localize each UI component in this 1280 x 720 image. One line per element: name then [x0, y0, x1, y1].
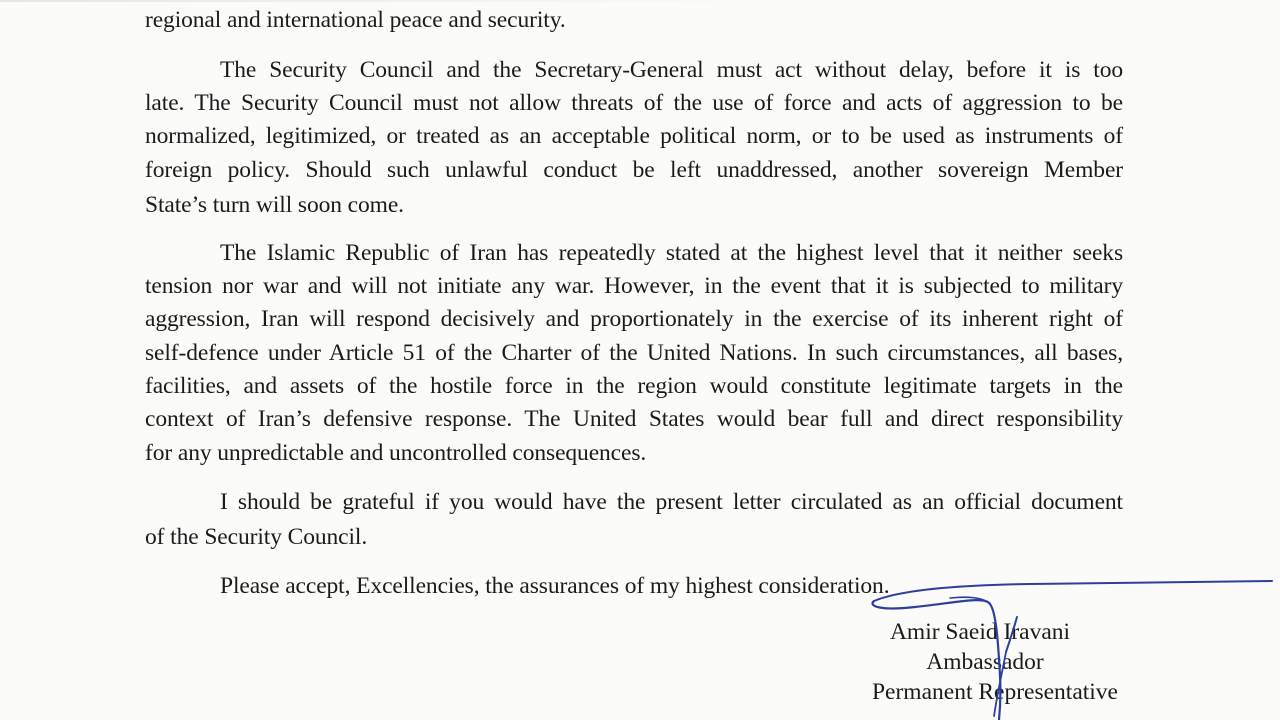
- paragraph-2-line-1: The Islamic Republic of Iran has repeatedly stated at the highest level that it neither seeks: [220, 240, 1123, 266]
- signatory-name: Amir Saeid Iravani: [889, 619, 1071, 645]
- paragraph-1-line-1: The Security Council and the Secretary-General must act without delay, before it is too: [220, 57, 1123, 83]
- paragraph-2-line-6: context of Iran’s defensive response. The United States would bear full and direct responsibility: [145, 406, 1123, 432]
- paragraph-1-line-2: late. The Security Council must not allow threats of the use of force and acts of aggression to be: [145, 90, 1123, 116]
- paragraph-2-line-7: for any unpredictable and uncontrolled consequences.: [145, 440, 647, 466]
- paragraph-2-line-4: self-defence under Article 51 of the Charter of the United Nations. In such circumstances, all bases,: [145, 340, 1123, 366]
- paragraph-2-line-2: tension nor war and will not initiate any war. However, in the event that it is subjected to military: [145, 273, 1123, 299]
- paragraph-2-line-3: aggression, Iran will respond decisively and proportionately in the exercise of its inherent right of: [145, 306, 1123, 332]
- page-edge: [0, 0, 1280, 2]
- paragraph-3-line-2: of the Security Council.: [145, 524, 368, 550]
- paragraph-3-line-1: I should be grateful if you would have the present letter circulated as an official document: [220, 489, 1123, 515]
- paragraph-1-line-3: normalized, legitimized, or treated as an acceptable political norm, or to be used as instruments of: [145, 123, 1123, 149]
- paragraph-0-line-1: regional and international peace and security.: [145, 7, 566, 33]
- paragraph-1-line-5: State’s turn will soon come.: [145, 192, 404, 218]
- signatory-role: Permanent Representative: [871, 679, 1118, 705]
- paragraph-2-line-5: facilities, and assets of the hostile force in the region would constitute legitimate targets in the: [145, 373, 1123, 399]
- closing-line: Please accept, Excellencies, the assurances of my highest consideration.: [220, 573, 890, 599]
- signatory-title: Ambassador: [926, 649, 1044, 675]
- paragraph-1-line-4: foreign policy. Should such unlawful conduct be left unaddressed, another sovereign Member: [145, 157, 1123, 183]
